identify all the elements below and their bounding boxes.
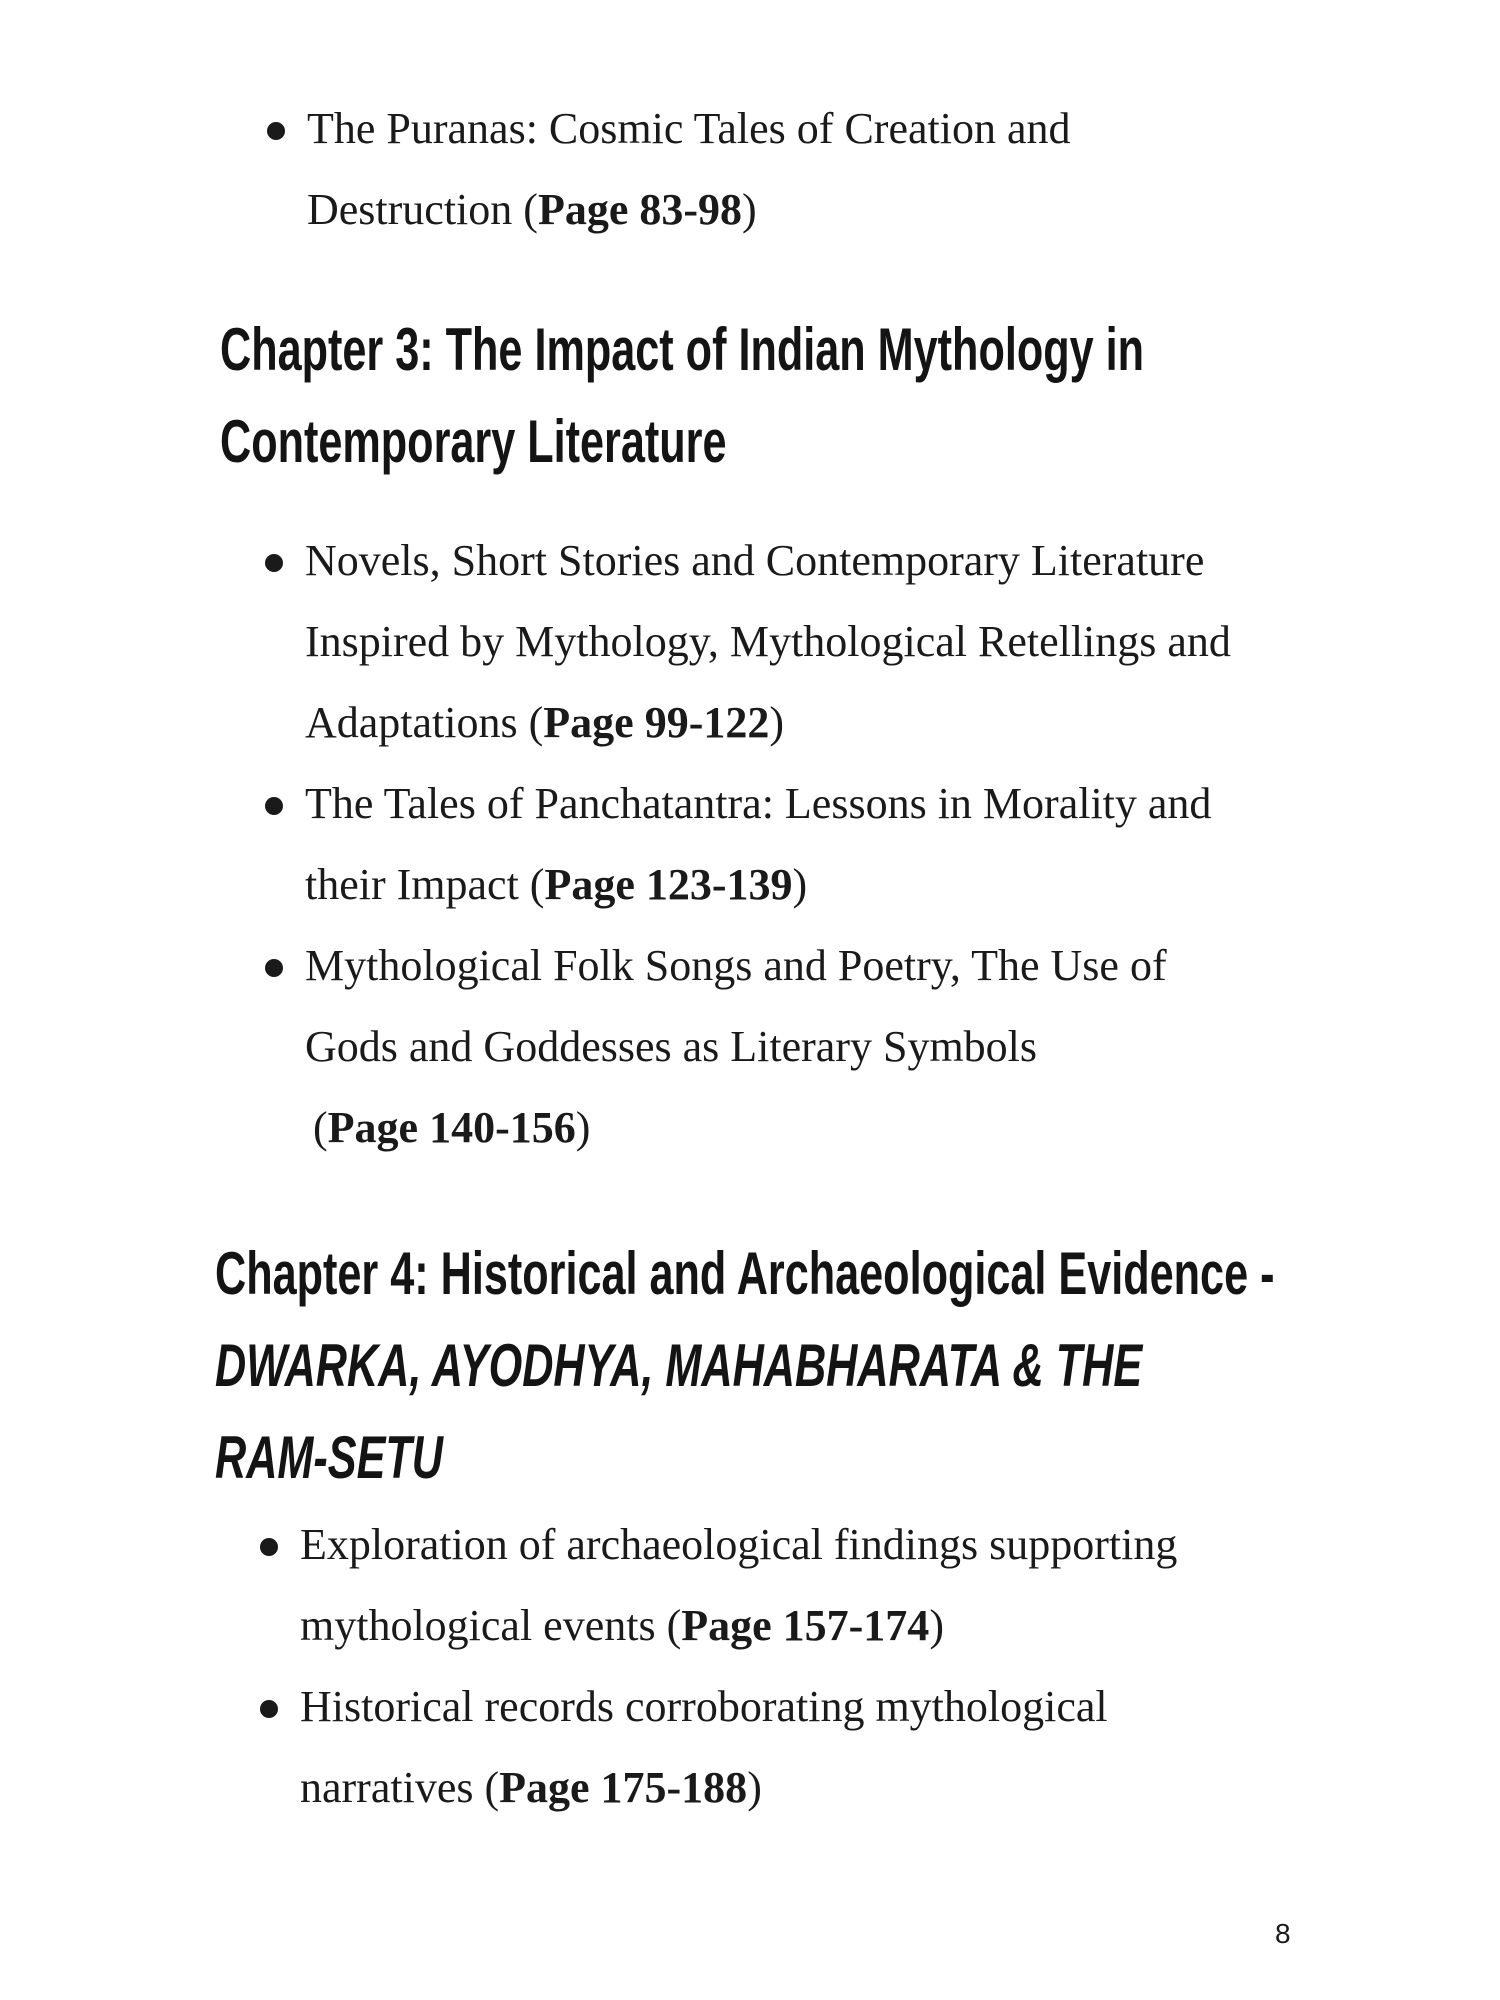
page-range: Page 175-188 [499, 1763, 748, 1812]
chapter-4-heading [215, 1228, 1275, 1504]
topic-text: Historical records corroborating mythological [300, 1682, 1108, 1731]
page-number: 8 [1275, 1918, 1291, 1949]
topic-text: Adaptations [305, 698, 518, 747]
topic-text: Inspired by Mythology, Mythological Retellings and [305, 617, 1231, 666]
chapter-title-line: Chapter 4: Historical and Archaeological Evidence - [215, 1240, 1275, 1307]
topic-text: Destruction [307, 185, 513, 234]
page-range: Page 123-139 [544, 860, 793, 909]
list-item: Exploration of archaeological findings supporting mythological events (Page 157-174) [300, 1504, 1177, 1666]
chapter-subtitle-line: DWARKA, AYODHYA, MAHABHARATA & THE [215, 1332, 1143, 1399]
topic-text: their Impact [305, 860, 519, 909]
list-item [305, 925, 1231, 1168]
chapter-title-line: Chapter 3: The Impact of Indian Mythology in [220, 316, 1145, 383]
list-item: Historical records corroborating mythological narratives (Page 175-188) [300, 1666, 1177, 1828]
chapter-3-topic-list [305, 520, 1231, 1168]
page-range: Page 140-156 [327, 1103, 576, 1152]
topic-text: mythological events [300, 1601, 656, 1650]
list-item: The Tales of Panchatantra: Lessons in Morality and their Impact (Page 123-139) [305, 763, 1231, 925]
chapter-title-line: Contemporary Literature [220, 408, 727, 475]
list-item: Novels, Short Stories and Contemporary Literature Inspired by Mythology, Mythological Retellings and Adaptations (Page 99-122) [305, 520, 1231, 763]
chapter-2-topic-list [307, 88, 1071, 250]
topic-text: Novels, Short Stories and Contemporary Literature [305, 536, 1205, 585]
page-range: Page 99-122 [543, 698, 770, 747]
page-range-wrapper: (Page 140-156) [313, 1103, 591, 1152]
list-item: The Puranas: Cosmic Tales of Creation and Destruction (Page 83-98) [307, 88, 1071, 250]
topic-text: narratives [300, 1763, 474, 1812]
topic-text: Exploration of archaeological findings supporting [300, 1520, 1178, 1569]
page-range: Page 83-98 [537, 185, 743, 234]
page-range: Page 157-174 [681, 1601, 930, 1650]
topic-text: The Tales of Panchatantra: Lessons in Morality and [305, 779, 1212, 828]
chapter-4-topic-list [300, 1504, 1177, 1828]
chapter-3-heading [220, 304, 1144, 488]
topic-text: Gods and Goddesses as Literary Symbols [305, 1022, 1038, 1071]
chapter-subtitle-line: RAM-SETU [215, 1424, 443, 1491]
topic-text: Mythological Folk Songs and Poetry, The Use of [305, 941, 1167, 990]
topic-text: The Puranas: Cosmic Tales of Creation and [307, 104, 1071, 153]
